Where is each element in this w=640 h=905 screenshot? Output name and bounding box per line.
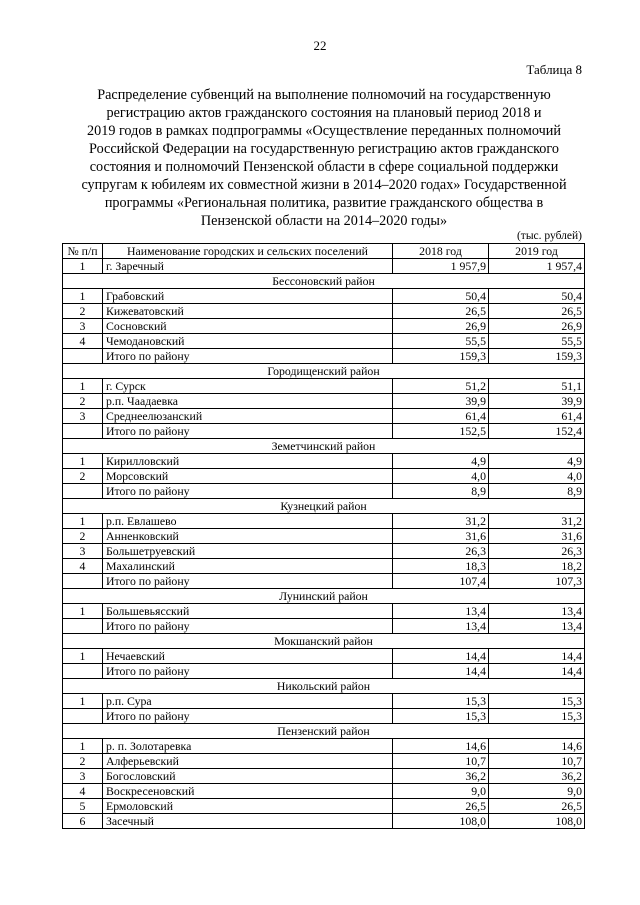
settlement-name: Итого по району bbox=[103, 424, 393, 439]
document-title bbox=[68, 86, 580, 230]
table-row bbox=[63, 769, 585, 784]
row-number: 4 bbox=[63, 559, 103, 574]
row-number: 3 bbox=[63, 319, 103, 334]
table-row bbox=[63, 754, 585, 769]
value-2019: 36,2 bbox=[489, 769, 585, 784]
settlement-name: Большетруевский bbox=[103, 544, 393, 559]
value-2018: 55,5 bbox=[393, 334, 489, 349]
row-number bbox=[63, 664, 103, 679]
table-row bbox=[63, 649, 585, 664]
district-header-row bbox=[63, 439, 585, 454]
row-number: 2 bbox=[63, 394, 103, 409]
settlement-name: Грабовский bbox=[103, 289, 393, 304]
header-num: № п/п bbox=[63, 244, 103, 259]
settlement-name: Алферьевский bbox=[103, 754, 393, 769]
value-2019: 50,4 bbox=[489, 289, 585, 304]
settlement-name: Итого по району bbox=[103, 484, 393, 499]
header-2019: 2019 год bbox=[489, 244, 585, 259]
value-2018: 50,4 bbox=[393, 289, 489, 304]
value-2018: 15,3 bbox=[393, 694, 489, 709]
table-row bbox=[63, 319, 585, 334]
header-2018: 2018 год bbox=[393, 244, 489, 259]
value-2019: 8,9 bbox=[489, 484, 585, 499]
table-row bbox=[63, 514, 585, 529]
value-2019: 55,5 bbox=[489, 334, 585, 349]
table-row bbox=[63, 784, 585, 799]
value-2019: 26,5 bbox=[489, 304, 585, 319]
title-line: 2019 годов в рамках подпрограммы «Осуществление переданных полномочий bbox=[87, 123, 561, 139]
row-number: 2 bbox=[63, 469, 103, 484]
settlement-name: Итого по району bbox=[103, 664, 393, 679]
settlement-name: Кижеватовский bbox=[103, 304, 393, 319]
row-number bbox=[63, 574, 103, 589]
value-2019: 15,3 bbox=[489, 709, 585, 724]
settlement-name: р.п. Чаадаевка bbox=[103, 394, 393, 409]
table-row bbox=[63, 544, 585, 559]
table-row bbox=[63, 379, 585, 394]
subtotal-row bbox=[63, 424, 585, 439]
table-row bbox=[63, 604, 585, 619]
value-2019: 51,1 bbox=[489, 379, 585, 394]
title-line: регистрацию актов гражданского состояния на плановый период 2018 и bbox=[106, 105, 542, 121]
table-body bbox=[63, 259, 585, 829]
table-header-row bbox=[63, 244, 585, 259]
title-line: Российской Федерации на государственную регистрацию актов гражданского bbox=[89, 141, 559, 157]
row-number bbox=[63, 484, 103, 499]
value-2019: 39,9 bbox=[489, 394, 585, 409]
value-2018: 26,5 bbox=[393, 799, 489, 814]
row-number: 1 bbox=[63, 259, 103, 274]
value-2019: 108,0 bbox=[489, 814, 585, 829]
value-2018: 10,7 bbox=[393, 754, 489, 769]
district-header-row bbox=[63, 589, 585, 604]
value-2018: 14,4 bbox=[393, 664, 489, 679]
subtotal-row bbox=[63, 349, 585, 364]
row-number bbox=[63, 709, 103, 724]
row-number: 1 bbox=[63, 289, 103, 304]
title-line: Пензенской области на 2014–2020 годы» bbox=[200, 213, 448, 229]
district-name: Пензенский район bbox=[63, 724, 585, 739]
row-number bbox=[63, 619, 103, 634]
row-number: 2 bbox=[63, 754, 103, 769]
row-number: 3 bbox=[63, 544, 103, 559]
settlement-name: Богословский bbox=[103, 769, 393, 784]
row-number: 1 bbox=[63, 454, 103, 469]
value-2018: 4,0 bbox=[393, 469, 489, 484]
table-row bbox=[63, 394, 585, 409]
value-2019: 18,2 bbox=[489, 559, 585, 574]
value-2018: 39,9 bbox=[393, 394, 489, 409]
table-row bbox=[63, 334, 585, 349]
settlement-name: г. Заречный bbox=[103, 259, 393, 274]
settlement-name: Морсовский bbox=[103, 469, 393, 484]
value-2019: 107,3 bbox=[489, 574, 585, 589]
value-2019: 15,3 bbox=[489, 694, 585, 709]
table-label: Таблица 8 bbox=[526, 62, 582, 77]
subtotal-row bbox=[63, 574, 585, 589]
settlement-name: Засечный bbox=[103, 814, 393, 829]
settlement-name: Анненковский bbox=[103, 529, 393, 544]
title-line: Распределение субвенций на выполнение полномочий на государственную bbox=[97, 87, 551, 103]
settlement-name: Нечаевский bbox=[103, 649, 393, 664]
settlement-name: Воскресеновский bbox=[103, 784, 393, 799]
value-2018: 13,4 bbox=[393, 619, 489, 634]
title-line: программы «Региональная политика, развитие гражданского общества в bbox=[104, 195, 544, 211]
value-2018: 31,6 bbox=[393, 529, 489, 544]
value-2018: 14,6 bbox=[393, 739, 489, 754]
district-name: Бессоновский район bbox=[63, 274, 585, 289]
settlement-name: Сосновский bbox=[103, 319, 393, 334]
settlement-name: Большевьясский bbox=[103, 604, 393, 619]
district-header-row bbox=[63, 364, 585, 379]
value-2019: 61,4 bbox=[489, 409, 585, 424]
district-name: Земетчинский район bbox=[63, 439, 585, 454]
title-line: состояния и полномочий Пензенской области в сфере социальной поддержки bbox=[89, 159, 559, 175]
row-number: 1 bbox=[63, 694, 103, 709]
settlement-name: г. Сурск bbox=[103, 379, 393, 394]
value-2018: 152,5 bbox=[393, 424, 489, 439]
table-row bbox=[63, 739, 585, 754]
value-2018: 36,2 bbox=[393, 769, 489, 784]
value-2018: 51,2 bbox=[393, 379, 489, 394]
value-2019: 26,5 bbox=[489, 799, 585, 814]
value-2019: 31,6 bbox=[489, 529, 585, 544]
value-2018: 15,3 bbox=[393, 709, 489, 724]
value-2018: 9,0 bbox=[393, 784, 489, 799]
value-2018: 31,2 bbox=[393, 514, 489, 529]
value-2019: 26,9 bbox=[489, 319, 585, 334]
settlement-name: Среднеелюзанский bbox=[103, 409, 393, 424]
value-2019: 9,0 bbox=[489, 784, 585, 799]
page-number: 22 bbox=[313, 38, 327, 53]
value-2019: 26,3 bbox=[489, 544, 585, 559]
subtotal-row bbox=[63, 709, 585, 724]
settlement-name: Итого по району bbox=[103, 619, 393, 634]
district-header-row bbox=[63, 724, 585, 739]
settlement-name: Итого по району bbox=[103, 709, 393, 724]
table-row bbox=[63, 799, 585, 814]
table-row bbox=[63, 814, 585, 829]
value-2019: 31,2 bbox=[489, 514, 585, 529]
value-2019: 13,4 bbox=[489, 604, 585, 619]
value-2019: 4,9 bbox=[489, 454, 585, 469]
table-row bbox=[63, 559, 585, 574]
row-number: 2 bbox=[63, 529, 103, 544]
settlement-name: р. п. Золотаревка bbox=[103, 739, 393, 754]
district-name: Мокшанский район bbox=[63, 634, 585, 649]
row-number: 4 bbox=[63, 334, 103, 349]
value-2018: 8,9 bbox=[393, 484, 489, 499]
row-number: 3 bbox=[63, 769, 103, 784]
settlement-name: Чемодановский bbox=[103, 334, 393, 349]
table-row bbox=[63, 304, 585, 319]
subtotal-row bbox=[63, 619, 585, 634]
value-2018: 107,4 bbox=[393, 574, 489, 589]
row-number: 1 bbox=[63, 649, 103, 664]
value-2018: 26,9 bbox=[393, 319, 489, 334]
row-number: 1 bbox=[63, 514, 103, 529]
value-2018: 26,5 bbox=[393, 304, 489, 319]
subtotal-row bbox=[63, 484, 585, 499]
table-row bbox=[63, 469, 585, 484]
settlement-name: р.п. Евлашево bbox=[103, 514, 393, 529]
settlement-name: Махалинский bbox=[103, 559, 393, 574]
value-2018: 18,3 bbox=[393, 559, 489, 574]
units-note: (тыс. рублей) bbox=[516, 230, 582, 242]
value-2018: 14,4 bbox=[393, 649, 489, 664]
value-2018: 61,4 bbox=[393, 409, 489, 424]
value-2018: 13,4 bbox=[393, 604, 489, 619]
row-number: 1 bbox=[63, 739, 103, 754]
value-2019: 14,4 bbox=[489, 664, 585, 679]
value-2019: 13,4 bbox=[489, 619, 585, 634]
row-number: 3 bbox=[63, 409, 103, 424]
district-header-row bbox=[63, 274, 585, 289]
table-row bbox=[63, 259, 585, 274]
value-2018: 1 957,9 bbox=[393, 259, 489, 274]
table-row bbox=[63, 409, 585, 424]
row-number: 1 bbox=[63, 379, 103, 394]
settlement-name: Итого по району bbox=[103, 349, 393, 364]
row-number: 4 bbox=[63, 784, 103, 799]
value-2019: 159,3 bbox=[489, 349, 585, 364]
row-number bbox=[63, 424, 103, 439]
table-row bbox=[63, 454, 585, 469]
value-2019: 4,0 bbox=[489, 469, 585, 484]
row-number bbox=[63, 349, 103, 364]
district-name: Кузнецкий район bbox=[63, 499, 585, 514]
value-2019: 1 957,4 bbox=[489, 259, 585, 274]
value-2019: 14,4 bbox=[489, 649, 585, 664]
title-line: супругам к юбилеям их совместной жизни в 2014–2020 годах» Государственной bbox=[81, 177, 567, 193]
value-2019: 14,6 bbox=[489, 739, 585, 754]
table-row bbox=[63, 694, 585, 709]
row-number: 5 bbox=[63, 799, 103, 814]
row-number: 6 bbox=[63, 814, 103, 829]
settlement-name: Кирилловский bbox=[103, 454, 393, 469]
value-2018: 108,0 bbox=[393, 814, 489, 829]
value-2018: 159,3 bbox=[393, 349, 489, 364]
value-2019: 10,7 bbox=[489, 754, 585, 769]
value-2018: 4,9 bbox=[393, 454, 489, 469]
district-name: Никольский район bbox=[63, 679, 585, 694]
district-name: Городищенский район bbox=[63, 364, 585, 379]
district-name: Лунинский район bbox=[63, 589, 585, 604]
header-name: Наименование городских и сельских поселений bbox=[103, 244, 393, 259]
row-number: 1 bbox=[63, 604, 103, 619]
table-row bbox=[63, 289, 585, 304]
settlement-name: Ермоловский bbox=[103, 799, 393, 814]
district-header-row bbox=[63, 499, 585, 514]
table-row bbox=[63, 529, 585, 544]
subvention-table bbox=[62, 243, 585, 829]
value-2018: 26,3 bbox=[393, 544, 489, 559]
district-header-row bbox=[63, 634, 585, 649]
district-header-row bbox=[63, 679, 585, 694]
row-number: 2 bbox=[63, 304, 103, 319]
subtotal-row bbox=[63, 664, 585, 679]
settlement-name: Итого по району bbox=[103, 574, 393, 589]
settlement-name: р.п. Сура bbox=[103, 694, 393, 709]
value-2019: 152,4 bbox=[489, 424, 585, 439]
